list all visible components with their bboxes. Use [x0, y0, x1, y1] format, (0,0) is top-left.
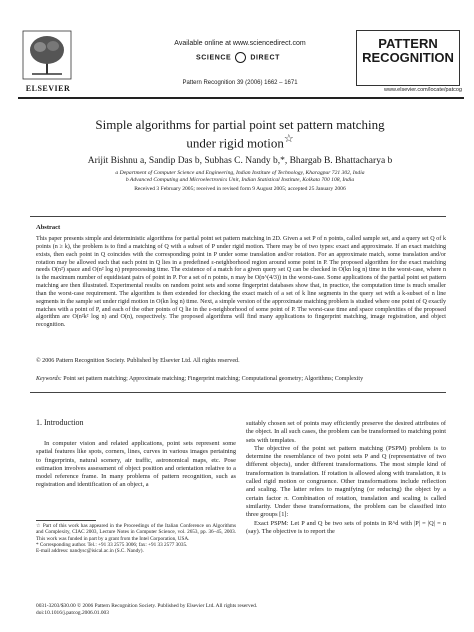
author-list: Arijit Bishnu a, Sandip Das b, Subhas C. Nandy b,*, Bhargab B. Bhattacharya b [87, 156, 393, 166]
footnote-rule [36, 520, 96, 521]
keywords-label: Keywords: [36, 376, 62, 382]
journal-url-link[interactable]: www.elsevier.com/locate/patcog [384, 87, 462, 93]
title-line1: Simple algorithms for partial point set pattern matching [95, 117, 385, 132]
footnote-corresponding-author: * Corresponding author. Tel.: +91 33 2575 3006; fax: +91 33 2577 3035. [36, 541, 188, 548]
section-heading-introduction: 1. Introduction [36, 418, 84, 427]
abstract-copyright: © 2006 Pattern Recognition Society. Published by Elsevier Ltd. All rights reserved. [36, 358, 240, 364]
journal-citation: Pattern Recognition 39 (2006) 1662 – 1671 [182, 80, 298, 86]
sd-right-text: DIRECT [250, 54, 280, 62]
affiliation-a: a Department of Computer Science and Engineering, Indian Institute of Technology, Kharagpur 721 302, India [115, 170, 365, 176]
footnote-email: E-mail address: nandysc@isical.ac.in (S.C. Nandy). [36, 548, 144, 555]
intro-left-column [36, 440, 236, 490]
issn-line: 0031-3203/$30.00 © 2006 Pattern Recognition Society. Published by Elsevier Ltd. All rights reserved. [36, 603, 258, 609]
intro-paragraph-3: The objective of the point set pattern matching (PSPM) problem is to determine the resemblance of two point sets P and Q (representative of two different objects), under different transformations. The most simple kind of transformation is translation. If rotation is allowed along with translation, it is called rigid motion or congruence. Other transformations include reflection and scaling. The latter refers to magnifying (or reducing) the object by a certain factor π. Combination of rotation, translation and scaling is called similarity. Under these transformations, the problem can be classified into three groups [1]: [246, 444, 446, 519]
title-line2: under rigid motion [186, 135, 284, 151]
keywords [36, 376, 446, 382]
affiliation-b: b Advanced Computing and Microelectronics Unit, Indian Statistical Institute, Kolkata 700 108, India [125, 177, 355, 183]
doi-line: doi:10.1016/j.patcog.2006.01.003 [36, 609, 109, 616]
footnote-star: ☆ Part of this work has appeared in the Proceedings of the Italian Conference on Algorithms and Complexity, CIAC 2003, Lecture Notes in Computer Science, vol. 2653, pp. 36–45, 2003. This work was funded in part by a grant from the Intel Corporation, USA. [36, 523, 236, 542]
sciencedirect-logo [168, 52, 308, 63]
abstract-text: This paper presents simple and deterministic algorithms for partial point set pattern matching in 2D. Given a set P of n points, called sample set, and a query set Q of k points (n ≥ k), the problem is to find a matching of Q with a subset of P under rigid motion. There may be of two types: exact and approximate. If an exact matching exists, then each point in Q coincides with the corresponding point in P under some translation and/or rotation. For an approximate match, some translation and/or rotation may be allowed such that each point in Q lies in a predefined ε-neighborhood region around some point in P. The proposed algorithm for the exact matching needs O(n²) space and O(n² log n) preprocessing time. The existence of a match for a given query set Q can be checked in O(kn log n) time in the worst-case, where n is the maximum number of equidistant pairs of point in P. For a set of n points, n may be O(n^(4/3)) in the worst-case. Some applications of the partial point set pattern matching are then illustrated. Experimental results on random point sets and some fingerprint databases show that, in practice, the computation time is much smaller than the worst-case requirement. The algorithm is then extended for checking the exact match of a set of k line segments in the query set with a k-subset of n line segments in the sample set under rigid motion in O(kn log n) time. Next, a simple version of the approximate matching problem is studied where one point of Q exactly matches with a point of P, and each of the other points of Q lie in the ε-neighborhood of some point of P. The worst-case time and space complexities of the proposed algorithm are O(n²k² log n) and O(n), respectively. The proposed algorithms will find many applications to fingerprint matching, image registration, and object recognition. [36, 236, 446, 329]
journal-logo-box [356, 30, 460, 86]
elsevier-tree-logo [22, 30, 72, 80]
intro-right-column [246, 420, 446, 536]
header-rule [18, 97, 464, 99]
journal-logo-line1: PATTERN [378, 36, 438, 51]
keywords-list: Point set pattern matching; Approximate matching; Fingerprint matching; Computational geometry; Algorithms; Complexity [63, 376, 364, 382]
received-dates: Received 3 February 2005; received in revised form 9 August 2005; accepted 25 January 2006 [134, 186, 346, 192]
abstract-bottom-rule [30, 392, 446, 393]
sciencedirect-dot-icon [235, 52, 246, 63]
abstract-top-rule [30, 216, 446, 217]
intro-paragraph-4: Exact PSPM: Let P and Q be two sets of points in R^d with |P| = |Q| = n (say). The objective is to report the [246, 519, 446, 535]
article-title [40, 118, 440, 150]
intro-paragraph-1: In computer vision and related applications, point sets represent some spatial features like spots, corners, lines, curves in various images pertaining to fingerprints, natural scenery, air traffic, astronomical maps, etc. Pose estimation involves assessment of object position and orientation relative to a model reference frame. In many problems of pattern recognition, such as registration and identification of an object, a [36, 440, 236, 489]
affiliations [40, 170, 440, 184]
bottom-matter [36, 603, 336, 616]
footnotes [36, 523, 236, 554]
intro-paragraph-2: suitably chosen set of points may efficiently preserve the desired attributes of the object. In all such cases, the problem can be transformed to matching point sets with templates. [246, 420, 446, 444]
available-online-text: Available online at www.sciencedirect.com [174, 40, 306, 47]
intro-heading-wrap [36, 418, 236, 439]
publisher-name: ELSEVIER [25, 84, 71, 93]
sd-left-text: SCIENCE [196, 54, 232, 62]
title-footnote-mark: ☆ [283, 133, 294, 145]
abstract-heading: Abstract [36, 224, 61, 231]
journal-logo-line2: RECOGNITION [362, 50, 454, 65]
